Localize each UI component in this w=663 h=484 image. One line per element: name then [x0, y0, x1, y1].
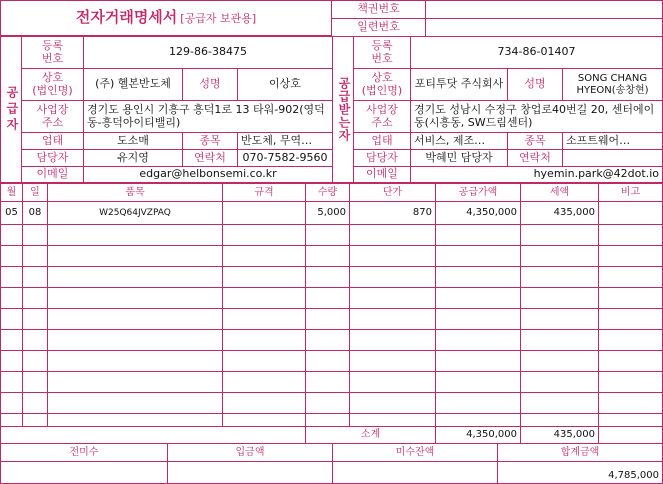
empty-cell [520, 329, 599, 351]
supplier-rep-name: 이상호 [237, 68, 333, 101]
footer-unpaid-label: 미수잔액 [332, 443, 498, 462]
subtotal-supply: 4,350,000 [435, 426, 521, 444]
empty-cell [435, 350, 521, 372]
subtotal-row [0, 426, 663, 444]
col-header-supply: 공급가액 [435, 183, 521, 202]
empty-cell [47, 350, 223, 372]
empty-cell [435, 266, 521, 288]
empty-cell [435, 413, 521, 427]
receiver-reg-number: 734-86-01407 [410, 36, 663, 69]
col-header-note: 비고 [598, 183, 663, 202]
book-number-label: 책권번호 [331, 0, 426, 19]
empty-cell [598, 371, 663, 393]
empty-cell [598, 287, 663, 309]
footer-deposit [167, 461, 333, 484]
empty-cell [598, 350, 663, 372]
empty-cell [0, 245, 23, 267]
empty-table-row [0, 224, 663, 246]
empty-table-row [0, 392, 663, 414]
empty-cell [305, 413, 350, 427]
receiver-business-item: 소프트웨어… [562, 132, 663, 150]
empty-table-row [0, 266, 663, 288]
document-title: 전자거래명세서 [75, 8, 178, 27]
empty-cell [22, 413, 48, 427]
empty-cell [22, 287, 48, 309]
empty-cell [435, 329, 521, 351]
empty-cell [0, 413, 23, 427]
receiver-contact-label: 연락처 [507, 149, 563, 167]
empty-cell [435, 308, 521, 330]
cell-note [598, 201, 663, 225]
empty-cell [598, 224, 663, 246]
cell-spec [222, 201, 306, 225]
receiver-type-label: 업태 [353, 132, 411, 150]
cell-qty: 5,000 [305, 201, 350, 225]
empty-table-row [0, 245, 663, 267]
cell-month: 05 [0, 201, 23, 225]
col-header-unit-price: 단가 [349, 183, 436, 202]
footer-previous-balance-label: 전미수 [0, 443, 168, 462]
supplier-business-type: 도소매 [83, 132, 183, 150]
serial-number-value [425, 18, 663, 37]
empty-cell [520, 287, 599, 309]
empty-cell [222, 224, 306, 246]
receiver-address-label: 사업장 주소 [353, 100, 411, 133]
empty-cell [305, 266, 350, 288]
receiver-address: 경기도 성남시 수정구 창업로40번길 20, 센터에이동(시흥동, SW드림센터) [410, 100, 663, 133]
empty-cell [598, 329, 663, 351]
col-header-day: 일 [22, 183, 48, 202]
receiver-side-label: 공급받는자 [332, 36, 354, 183]
book-number-value [425, 0, 663, 19]
empty-cell [22, 392, 48, 414]
supplier-contact: 070-7582-9560 [237, 149, 333, 167]
empty-cell [0, 308, 23, 330]
empty-cell [0, 392, 23, 414]
receiver-contact [562, 149, 663, 167]
supplier-company-name: (주) 헬본반도체 [83, 68, 183, 101]
supplier-reg-label: 등록 번호 [21, 36, 84, 69]
empty-cell [222, 308, 306, 330]
receiver-company-name: 포티투닷 주식회사 [410, 68, 508, 101]
supplier-name-label: 상호 (법인명) [21, 68, 84, 101]
empty-cell [598, 413, 663, 427]
receiver-email: hyemin.park@42dot.io [410, 166, 663, 183]
empty-cell [349, 308, 436, 330]
empty-cell [305, 245, 350, 267]
empty-cell [47, 287, 223, 309]
serial-number-label: 일련번호 [331, 18, 426, 37]
empty-table-row [0, 413, 663, 427]
empty-cell [22, 266, 48, 288]
supplier-type-label: 업태 [21, 132, 84, 150]
receiver-name-label: 상호 (법인명) [353, 68, 411, 101]
empty-cell [349, 350, 436, 372]
empty-cell [22, 245, 48, 267]
empty-cell [349, 245, 436, 267]
receiver-manager: 박혜민 담당자 [410, 149, 508, 167]
empty-cell [305, 287, 350, 309]
empty-cell [22, 371, 48, 393]
col-header-item: 품목 [47, 183, 223, 202]
receiver-rep-name: SONG CHANG HYEON(송창현) [562, 68, 663, 101]
empty-table-row [0, 287, 663, 309]
empty-cell [47, 266, 223, 288]
supplier-item-label: 종목 [182, 132, 238, 150]
empty-cell [305, 371, 350, 393]
receiver-item-label: 종목 [507, 132, 563, 150]
empty-cell [349, 287, 436, 309]
empty-cell [222, 371, 306, 393]
cell-supply: 4,350,000 [435, 201, 521, 225]
empty-cell [305, 329, 350, 351]
footer-total: 4,785,000 [497, 461, 663, 484]
empty-cell [349, 266, 436, 288]
empty-cell [47, 308, 223, 330]
supplier-address-label: 사업장 주소 [21, 100, 84, 133]
empty-cell [0, 350, 23, 372]
empty-cell [22, 329, 48, 351]
empty-cell [349, 413, 436, 427]
supplier-email: edgar@helbonsemi.co.kr [83, 166, 333, 183]
receiver-business-type: 서비스, 제조… [410, 132, 508, 150]
document-subtitle: [공급자 보관용] [180, 12, 257, 26]
empty-cell [222, 392, 306, 414]
supplier-manager-label: 담당자 [21, 149, 84, 167]
empty-cell [520, 392, 599, 414]
empty-cell [222, 350, 306, 372]
empty-table-row [0, 329, 663, 351]
empty-cell [0, 371, 23, 393]
footer-value-row [0, 461, 663, 484]
empty-cell [349, 392, 436, 414]
receiver-email-label: 이메일 [353, 166, 411, 183]
empty-cell [222, 413, 306, 427]
empty-cell [22, 308, 48, 330]
col-header-qty: 수량 [305, 183, 350, 202]
empty-table-row [0, 371, 663, 393]
table-row [0, 201, 663, 225]
empty-cell [47, 392, 223, 414]
items-header-row [0, 183, 663, 202]
empty-cell [435, 287, 521, 309]
empty-cell [0, 224, 23, 246]
empty-cell [47, 413, 223, 427]
supplier-reg-number: 129-86-38475 [83, 36, 333, 69]
cell-unit-price: 870 [349, 201, 436, 225]
empty-cell [47, 224, 223, 246]
empty-cell [520, 308, 599, 330]
supplier-email-label: 이메일 [21, 166, 84, 183]
subtotal-label: 소계 [305, 426, 436, 444]
empty-cell [222, 287, 306, 309]
empty-cell [520, 245, 599, 267]
empty-table-row [0, 350, 663, 372]
empty-cell [520, 266, 599, 288]
cell-tax: 435,000 [520, 201, 599, 225]
empty-cell [598, 266, 663, 288]
empty-cell [520, 224, 599, 246]
empty-cell [598, 308, 663, 330]
subtotal-blank [0, 426, 306, 444]
empty-cell [435, 371, 521, 393]
footer-deposit-label: 입금액 [167, 443, 333, 462]
receiver-reg-label: 등록 번호 [353, 36, 411, 69]
empty-cell [222, 245, 306, 267]
cell-item: W25Q64JVZPAQ [47, 201, 223, 225]
empty-cell [435, 224, 521, 246]
empty-cell [47, 371, 223, 393]
cell-day: 08 [22, 201, 48, 225]
title-cell [0, 0, 332, 36]
empty-cell [520, 350, 599, 372]
empty-cell [47, 329, 223, 351]
empty-cell [0, 266, 23, 288]
empty-cell [0, 287, 23, 309]
receiver-manager-label: 담당자 [353, 149, 411, 167]
footer-header-row [0, 443, 663, 462]
subtotal-note [598, 426, 663, 444]
supplier-manager: 유지영 [83, 149, 183, 167]
empty-cell [349, 371, 436, 393]
supplier-contact-label: 연락처 [182, 149, 238, 167]
supplier-side-label: 공급자 [0, 36, 22, 183]
empty-cell [349, 329, 436, 351]
col-header-tax: 세액 [520, 183, 599, 202]
receiver-rep-label: 성명 [507, 68, 563, 101]
empty-cell [222, 266, 306, 288]
empty-cell [305, 308, 350, 330]
empty-cell [598, 392, 663, 414]
subtotal-tax: 435,000 [520, 426, 599, 444]
supplier-address: 경기도 용인시 기흥구 흥덕1로 13 타워-902(영덕동-흥덕아이티밸리) [83, 100, 333, 133]
footer-total-label: 합계금액 [497, 443, 663, 462]
col-header-spec: 규격 [222, 183, 306, 202]
supplier-rep-label: 성명 [182, 68, 238, 101]
empty-cell [222, 329, 306, 351]
empty-cell [598, 245, 663, 267]
empty-cell [349, 224, 436, 246]
footer-previous-balance [0, 461, 168, 484]
empty-cell [435, 392, 521, 414]
footer-unpaid [332, 461, 498, 484]
empty-cell [305, 224, 350, 246]
empty-cell [520, 371, 599, 393]
empty-table-row [0, 308, 663, 330]
empty-cell [520, 413, 599, 427]
empty-cell [22, 224, 48, 246]
empty-cell [47, 245, 223, 267]
empty-cell [305, 350, 350, 372]
empty-cell [435, 245, 521, 267]
empty-cell [305, 392, 350, 414]
empty-cell [0, 329, 23, 351]
col-header-month: 월 [0, 183, 23, 202]
empty-cell [22, 350, 48, 372]
supplier-business-item: 반도체, 무역… [237, 132, 333, 150]
